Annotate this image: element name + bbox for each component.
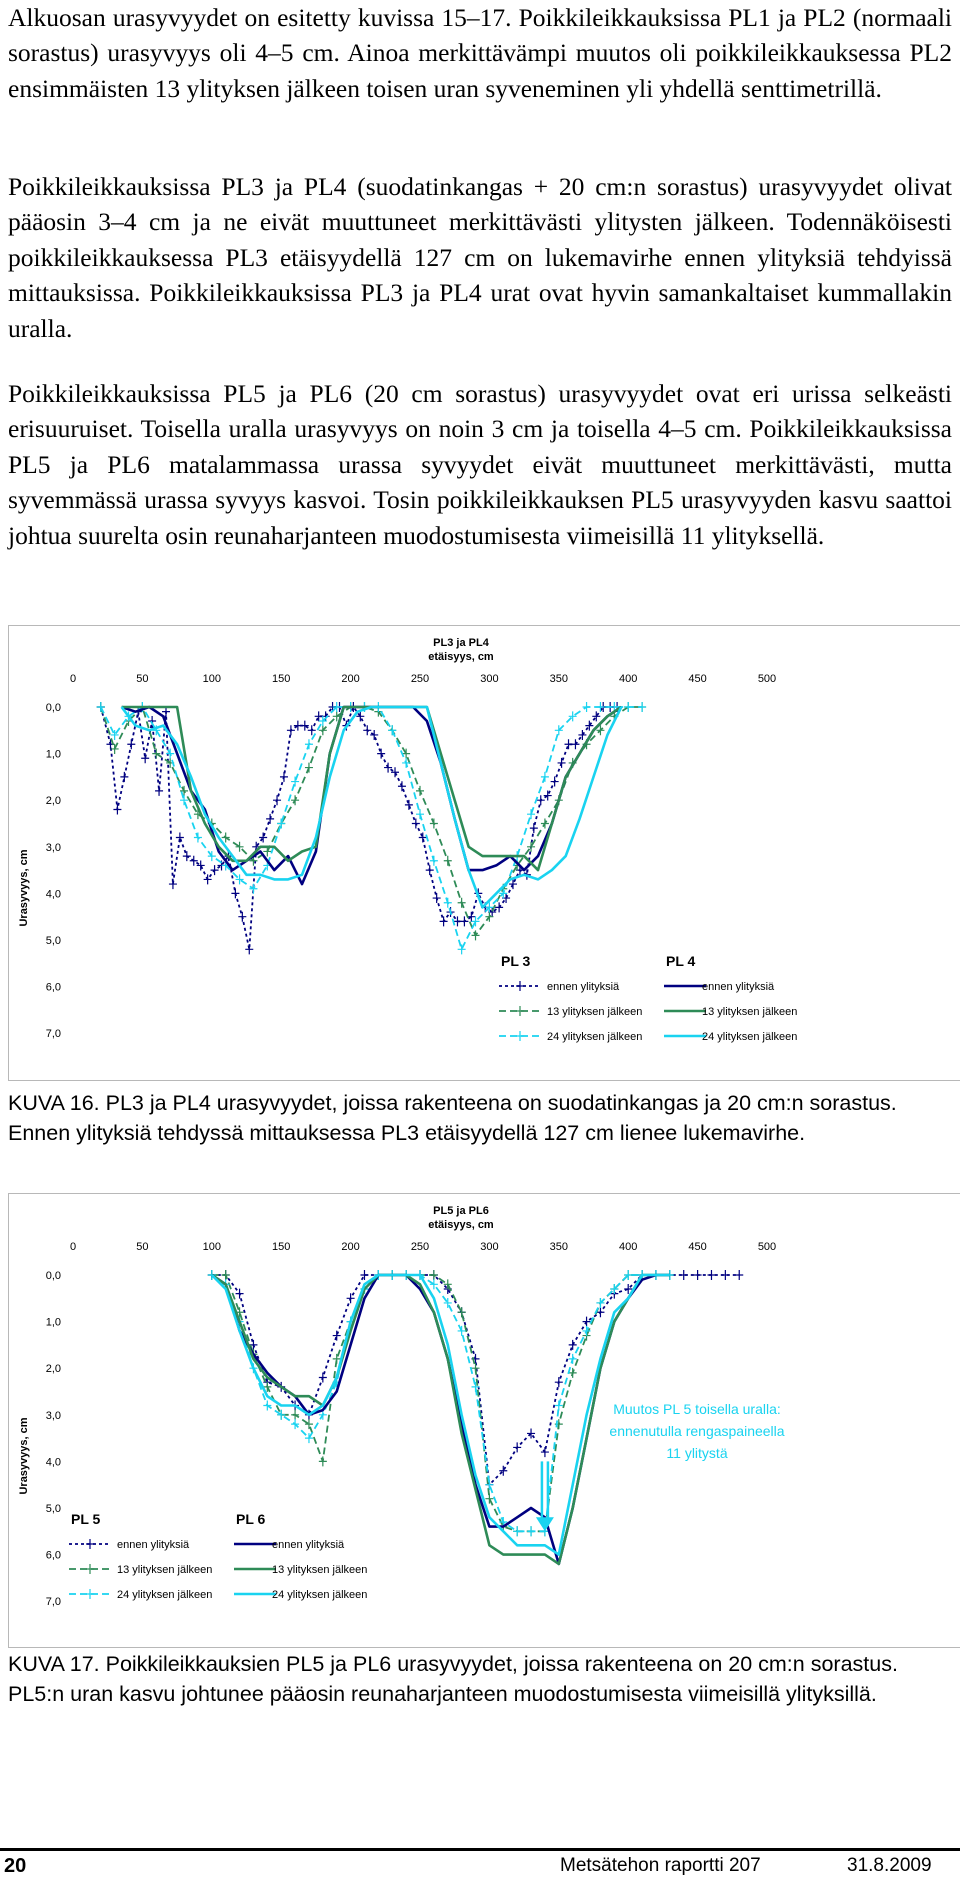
data-point-marker [541, 772, 549, 782]
legend-marker [516, 1031, 524, 1041]
x-tick-label: 50 [136, 1241, 149, 1253]
data-point-marker [735, 1270, 743, 1280]
data-point-marker [291, 795, 299, 805]
publication-date: 31.8.2009 [847, 1855, 932, 1876]
legend-group-title: PL 6 [236, 1511, 266, 1527]
legend-label: 13 ylityksen jälkeen [272, 1564, 368, 1576]
data-point-marker [287, 725, 295, 735]
data-point-marker [444, 898, 452, 908]
data-point-marker [398, 781, 406, 791]
x-tick-label: 100 [202, 1241, 221, 1253]
x-tick-label: 0 [69, 1241, 77, 1253]
chart-pl5-pl6 [9, 1194, 960, 1647]
y-tick-label: 0,0 [45, 1270, 61, 1282]
data-point-marker [444, 856, 452, 866]
legend-group-title: PL 5 [71, 1511, 101, 1527]
x-tick-label: 0 [69, 673, 77, 685]
data-point-marker [416, 809, 424, 819]
paragraph-1: Alkuosan urasyvyydet on esitetty kuvissa 15–17. Poikkileikkauksissa PL1 ja PL2 (normaali sorastus) urasyvyys oli 4–5 cm. Ainoa merkittävämpi muutos oli poikkileikkauksessa PL2 ensimmäisten 13 ylityksen jälkeen toisen uran syveneminen yli yhdellä senttimetrillä. [8, 3, 952, 103]
legend-label: 13 ylityksen jälkeen [702, 1006, 798, 1018]
data-point-marker [426, 865, 434, 875]
footer-rule [0, 1848, 960, 1851]
data-point-marker [458, 1307, 466, 1317]
y-tick-label: 5,0 [45, 935, 61, 947]
figure-16-chart [8, 625, 960, 1081]
data-point-marker [305, 763, 313, 773]
data-point-marker [458, 898, 466, 908]
data-point-marker [120, 772, 128, 782]
series-line-pl5-0 [212, 1275, 739, 1485]
y-axis-label: Urasyvyys, cm [18, 849, 30, 927]
x-tick-label: 350 [549, 1241, 568, 1253]
data-point-marker [319, 1456, 327, 1466]
data-point-marker [430, 819, 438, 829]
legend-label: ennen ylityksiä [547, 981, 620, 993]
data-point-marker [231, 888, 239, 898]
data-point-marker [569, 1354, 577, 1364]
data-point-marker [430, 856, 438, 866]
data-point-marker [527, 1526, 535, 1536]
y-tick-label: 4,0 [45, 888, 61, 901]
y-tick-label: 3,0 [45, 841, 61, 854]
legend-label: 24 ylityksen jälkeen [702, 1031, 798, 1043]
data-point-marker [176, 832, 184, 842]
x-tick-label: 400 [619, 673, 638, 685]
legend-marker [516, 981, 524, 991]
data-point-marker [111, 744, 119, 754]
x-tick-label: 250 [410, 1241, 430, 1253]
x-tick-label: 50 [136, 673, 149, 685]
data-point-marker [565, 739, 573, 749]
data-point-marker [152, 749, 160, 759]
chart-title: PL5 ja PL6 [433, 1205, 489, 1217]
x-tick-label: 450 [688, 673, 707, 685]
page-number: 20 [4, 1855, 27, 1877]
data-point-marker [537, 795, 545, 805]
data-point-marker [263, 1400, 271, 1410]
data-point-marker [513, 1526, 521, 1536]
data-point-marker [416, 786, 424, 796]
data-point-marker [305, 1419, 313, 1429]
y-tick-label: 5,0 [45, 1503, 61, 1515]
chart-title: PL3 ja PL4 [433, 637, 489, 649]
legend-label: ennen ylityksiä [702, 981, 775, 993]
y-tick-label: 6,0 [45, 981, 61, 994]
data-point-marker [472, 930, 480, 940]
legend-marker [86, 1589, 94, 1599]
x-tick-label: 300 [480, 673, 499, 685]
x-tick-label: 250 [410, 673, 430, 685]
data-point-marker [583, 702, 591, 712]
x-tick-label: 500 [757, 1241, 777, 1253]
data-point-marker [544, 791, 552, 801]
data-point-marker [707, 1270, 715, 1280]
data-point-marker [527, 809, 535, 819]
data-point-marker [249, 884, 257, 894]
data-point-marker [569, 1340, 577, 1350]
data-point-marker [169, 879, 177, 889]
data-point-marker [259, 832, 267, 842]
data-point-marker [113, 805, 121, 815]
x-tick-label: 200 [341, 1241, 360, 1253]
data-point-marker [305, 739, 313, 749]
legend-label: 13 ylityksen jälkeen [547, 1006, 643, 1018]
figure-17-caption: KUVA 17. Poikkileikkauksien PL5 ja PL6 urasyvyydet, joissa rakenteena on 20 cm:n sorastus. PL5:n uran kasvu johtunee pääosin reunaharjanteen muodostumisesta viimeisillä ylityksillä. [8, 1652, 898, 1706]
data-point-marker [472, 1363, 480, 1373]
data-point-marker [294, 721, 302, 731]
figure-16-caption: KUVA 16. PL3 ja PL4 urasyvyydet, joissa rakenteena on suodatinkangas ja 20 cm:n sorastus. Ennen ylityksiä tehdyssä mittauksessa PL3 etäisyydellä 127 cm lienee lukemavirhe. [8, 1091, 897, 1145]
data-point-marker [721, 1270, 729, 1280]
data-point-marker [433, 893, 441, 903]
legend-label: 24 ylityksen jälkeen [547, 1031, 643, 1043]
x-tick-label: 150 [272, 1241, 291, 1253]
y-tick-label: 2,0 [45, 1363, 61, 1376]
data-point-marker [370, 730, 378, 740]
legend-marker [86, 1564, 94, 1574]
data-point-marker [680, 1270, 688, 1280]
data-point-marker [541, 819, 549, 829]
y-tick-label: 1,0 [45, 748, 61, 761]
data-point-marker [377, 749, 385, 759]
data-point-marker [155, 786, 163, 796]
y-tick-label: 4,0 [45, 1456, 61, 1469]
y-axis-label: Urasyvyys, cm [18, 1417, 30, 1495]
data-point-marker [485, 1494, 493, 1504]
data-point-marker [458, 944, 466, 954]
data-point-marker [273, 795, 281, 805]
data-point-marker [363, 725, 371, 735]
data-point-marker [194, 832, 202, 842]
legend-marker [86, 1539, 94, 1549]
data-point-marker [555, 1377, 563, 1387]
data-point-marker [391, 767, 399, 777]
data-point-marker [183, 851, 191, 861]
annotation-text: ennenutulla rengaspaineella [609, 1423, 785, 1439]
annotation-text: Muutos PL 5 toisella uralla: [613, 1401, 781, 1417]
figure-17-chart [8, 1193, 960, 1648]
x-tick-label: 200 [341, 673, 360, 685]
data-point-marker [583, 1317, 591, 1327]
legend-group-title: PL 4 [666, 953, 696, 969]
chart-pl3-pl4 [9, 626, 960, 1080]
data-point-marker [419, 832, 427, 842]
x-tick-label: 100 [202, 673, 221, 685]
legend-label: 24 ylityksen jälkeen [272, 1589, 368, 1601]
data-point-marker [571, 739, 579, 749]
data-point-marker [467, 912, 475, 922]
x-axis-label: etäisyys, cm [428, 1219, 494, 1231]
data-point-marker [405, 800, 413, 810]
data-point-marker [638, 702, 646, 712]
annotation-arrow-head [536, 1517, 554, 1531]
data-point-marker [555, 1400, 563, 1410]
data-point-marker [412, 819, 420, 829]
series-line-pl5-1 [212, 1275, 670, 1531]
data-point-marker [280, 772, 288, 782]
legend-label: ennen ylityksiä [117, 1539, 190, 1551]
y-tick-label: 6,0 [45, 1549, 61, 1562]
data-point-marker [384, 763, 392, 773]
y-tick-label: 3,0 [45, 1409, 61, 1422]
data-point-marker [277, 1410, 285, 1420]
series-line-pl3-0 [101, 707, 617, 949]
x-tick-label: 150 [272, 673, 291, 685]
data-point-marker [440, 916, 448, 926]
legend-label: 24 ylityksen jälkeen [117, 1589, 213, 1601]
data-point-marker [180, 786, 188, 796]
data-point-marker [190, 856, 198, 866]
data-point-marker [558, 758, 566, 768]
data-point-marker [97, 702, 105, 712]
y-tick-label: 7,0 [45, 1028, 61, 1041]
data-point-marker [444, 1279, 452, 1289]
x-tick-label: 450 [688, 1241, 707, 1253]
legend-label: ennen ylityksiä [272, 1539, 345, 1551]
data-point-marker [541, 1447, 549, 1457]
x-tick-label: 350 [549, 673, 568, 685]
y-tick-label: 1,0 [45, 1316, 61, 1329]
x-axis-label: etäisyys, cm [428, 651, 494, 663]
series-line-pl5-2 [212, 1275, 670, 1531]
data-point-marker [319, 1373, 327, 1383]
data-point-marker [291, 777, 299, 787]
data-point-marker [266, 814, 274, 824]
data-point-marker [211, 865, 219, 875]
annotation-text: 11 ylitystä [666, 1445, 728, 1461]
data-point-marker [333, 1331, 341, 1341]
publication-name: Metsätehon raportti 207 [560, 1855, 761, 1876]
x-tick-label: 500 [757, 673, 777, 685]
data-point-marker [551, 777, 559, 787]
y-tick-label: 2,0 [45, 795, 61, 808]
x-tick-label: 300 [480, 1241, 499, 1253]
data-point-marker [530, 823, 538, 833]
legend-marker [516, 1006, 524, 1016]
data-point-marker [495, 902, 503, 912]
data-point-marker [127, 739, 135, 749]
data-point-marker [624, 702, 632, 712]
data-point-marker [245, 944, 253, 954]
data-point-marker [141, 753, 149, 763]
y-tick-label: 7,0 [45, 1596, 61, 1609]
x-tick-label: 400 [619, 1241, 638, 1253]
legend-group-title: PL 3 [501, 953, 531, 969]
y-tick-label: 0,0 [45, 702, 61, 714]
data-point-marker [301, 721, 309, 731]
paragraph-3: Poikkileikkauksissa PL5 ja PL6 (20 cm sorastus) urasyvyydet ovat eri urissa selkeästi erisuuruiset. Toisella uralla urasyvyys on noin 3 cm ja toisella 4–5 cm. Poikkileikkauksissa PL5 ja PL6 matalammassa urassa syvyydet eivät muuttuneet merkittävästi, mutta syvemmässä urassa syvyys kasvoi. Tosin poikkileikkauksen PL5 urasyvyyden kasvu saattoi johtua suurelta osin reunaharjanteen muodostumisesta viimeisillä 11 ylityksellä. [8, 379, 952, 550]
paragraph-2: Poikkileikkauksissa PL3 ja PL4 (suodatinkangas + 20 cm:n sorastus) urasyvyydet olivat pääosin 3–4 cm ja ne eivät muuttuneet merkittävästi ylitysten jälkeen. Todennäköisesti poikkileikkauksessa PL3 etäisyydellä 127 cm on lukemavirhe ennen ylityksiä tehdyissä mittauksissa. Poikkileikkauksissa PL3 ja PL4 urat ovat hyvin samankaltaiset kummallakin uralla. [8, 172, 952, 343]
data-point-marker [238, 912, 246, 922]
data-point-marker [197, 860, 205, 870]
data-point-marker [694, 1270, 702, 1280]
legend-label: 13 ylityksen jälkeen [117, 1564, 213, 1576]
data-point-marker [315, 711, 323, 721]
data-point-marker [291, 1410, 299, 1420]
